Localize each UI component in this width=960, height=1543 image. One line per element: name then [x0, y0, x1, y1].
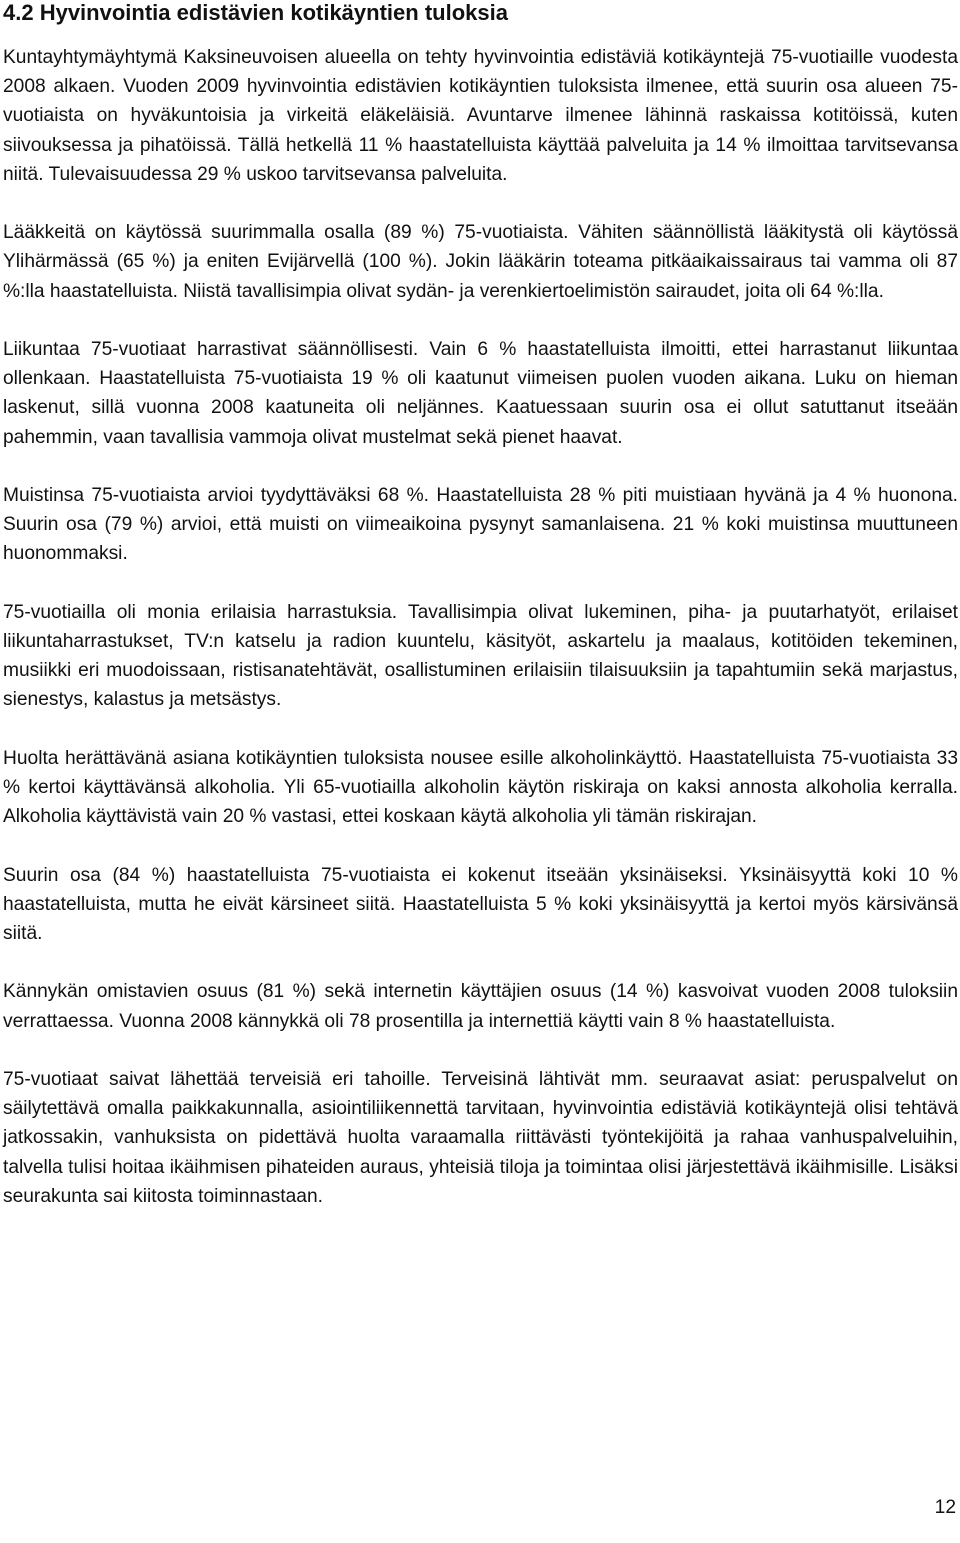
section-heading: 4.2 Hyvinvointia edistävien kotikäyntien tuloksia — [3, 0, 508, 25]
paragraph-memory: Muistinsa 75-vuotiaista arvioi tyydyttäväksi 68 %. Haastatelluista 28 % piti muistiaan hyvänä ja 4 % huonona. Suurin osa (79 %) arvioi, että muisti on viimeaikoina pysynyt samanlaisena. 21 % koki muistinsa muuttuneen huonommaksi. — [3, 485, 958, 565]
paragraph-loneliness: Suurin osa (84 %) haastatelluista 75-vuotiaista ei kokenut itseään yksinäiseksi. Yksinäisyyttä koki 10 % haastatelluista, mutta he eivät kärsineet siitä. Haastatelluista 5 % koki yksinäisyyttä ja kertoi myös kärsivänsä siitä. — [3, 864, 958, 944]
paragraph-medication: Lääkkeitä on käytössä suurimmalla osalla (89 %) 75-vuotiaista. Vähiten säännöllistä lääkitystä oli käytössä Ylihärmässä (65 %) ja eniten Evijärvellä (100 %). Jokin lääkärin toteama pitkäaikaissairaus tai vamma oli 87 %:lla haastatelluista. Niistä tavallisimpia olivat sydän- ja verenkiertoelimistön sairaudet, joita oli 64 %:lla. — [3, 222, 958, 302]
document-page — [3, 0, 958, 1207]
paragraph-hobbies: 75-vuotiailla oli monia erilaisia harrastuksia. Tavallisimpia olivat lukeminen, piha- ja puutarhatyöt, erilaiset liikuntaharrastukset, TV:n katselu ja radion kuuntelu, käsityöt, askartelu ja maalaus, kotitöiden tekeminen, musiikki eri muodoissaan, ristisanatehtävät, osallistuminen erilaisiin tilaisuuksiin ja tapahtumiin sekä marjastus, sienestys, kalastus ja metsästys. — [3, 601, 958, 711]
paragraph-exercise-falls: Liikuntaa 75-vuotiaat harrastivat säännöllisesti. Vain 6 % haastatelluista ilmoitti, ettei harrastanut liikuntaa ollenkaan. Haastatelluista 75-vuotiaista 19 % oli kaatunut viimeisen puolen vuoden aikana. Luku on hieman laskenut, sillä vuonna 2008 kaatuneita oli neljännes. Kaatuessaan suurin osa ei ollut satuttanut itseään pahemmin, vaan tavallisia vammoja olivat mustelmat sekä pienet haavat. — [3, 339, 958, 448]
paragraph-alcohol: Huolta herättävänä asiana kotikäyntien tuloksista nousee esille alkoholinkäyttö. Haastatelluista 75-vuotiaista 33 % kertoi käyttävänsä alkoholia. Yli 65-vuotiailla alkoholin käytön riskiraja on kaksi annosta alkoholia kerralla. Alkoholia käyttävistä vain 20 % vastasi, ettei koskaan käytä alkoholia yli tämän riskirajan. — [3, 747, 958, 828]
paragraph-greetings: 75-vuotiaat saivat lähettää terveisiä eri tahoille. Terveisinä lähtivät mm. seuraavat asiat: peruspalvelut on säilytettävä omalla paikkakunnalla, asiointiliikennettä tarvitaan, hyvinvointia edistäviä kotikäyntejä olisi tehtävä jatkossakin, vanhuksista on pidettävä huolta varaamalla riittävästi työntekijöitä ja rahaa vanhuspalveluihin, talvella tulisi hoitaa ikäihmisen pihateiden auraus, yhteisiä tiloja ja toimintaa olisi järjestettävä ikäihmisille. Lisäksi seurakunta sai kiitosta toiminnastaan. — [3, 1068, 958, 1207]
paragraph-visits-overview: Kuntayhtymäyhtymä Kaksineuvoisen alueella on tehty hyvinvointia edistäviä kotikäyntejä 75-vuotiaille vuodesta 2008 alkaen. Vuoden 2009 hyvinvointia edistävien kotikäyntien tuloksista ilmenee, että suurin osa alueen 75-vuotiaista on hyväkuntoisia ja virkeitä eläkeläisiä. Avuntarve ilmenee lähinnä raskaissa kotitöissä, kuten siivouksessa ja pihatöissä. Tällä hetkellä 11 % haastatelluista käyttää palveluita ja 14 % ilmoittaa tarvitsevansa niitä. Tulevaisuudessa 29 % uskoo tarvitsevansa palveluita. — [3, 47, 958, 185]
page-number: 12 — [934, 1497, 956, 1518]
paragraph-mobile-internet: Kännykän omistavien osuus (81 %) sekä internetin käyttäjien osuus (14 %) kasvoivat vuoden 2008 tuloksiin verrattaessa. Vuonna 2008 kännykkä oli 78 prosentilla ja internettiä käytti vain 8 % haastatelluista. — [3, 981, 958, 1032]
document-body — [3, 43, 958, 1211]
